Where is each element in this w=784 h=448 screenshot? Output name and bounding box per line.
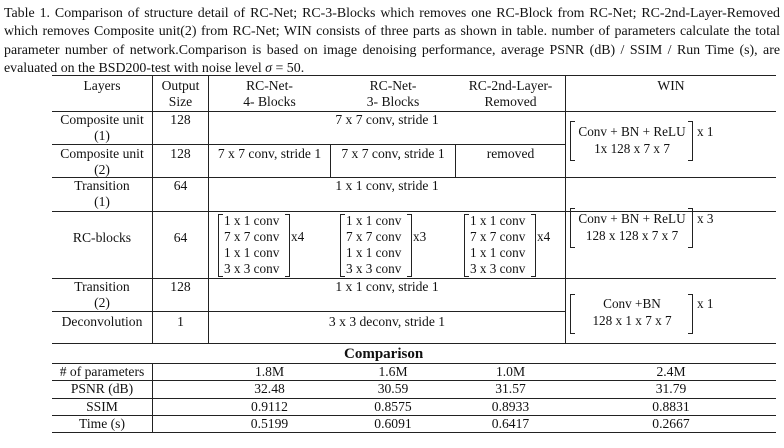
value-win: 2.4M [656, 364, 686, 379]
rc-line-4: 3 x 3 conv [470, 261, 526, 276]
rcnet-multiplier: x4 [291, 229, 305, 244]
header-rcnet-3-blocks: RC-Net- 3- Blocks [366, 78, 420, 109]
rc-line-2: 7 x 7 conv [224, 229, 280, 244]
row-transition-2-size: 128 [170, 279, 191, 294]
row-transition-2-value: 1 x 1 conv, stride 1 [335, 279, 439, 294]
win-block-3-line-1: Conv +BN [603, 296, 661, 311]
row-transition-1-value: 1 x 1 conv, stride 1 [335, 178, 439, 193]
value-rcnet: 0.9112 [251, 399, 288, 414]
rc3-multiplier: x3 [413, 229, 427, 244]
win-block-2-multiplier: x 3 [697, 211, 714, 226]
right-bracket [407, 214, 412, 277]
row-deconvolution-value: 3 x 3 deconv, stride 1 [328, 314, 446, 329]
value-rc2nd: 1.0M [495, 364, 526, 379]
value-win: 0.8831 [652, 399, 690, 414]
win-block-3-multiplier: x 1 [697, 296, 714, 311]
rc-line-3: 1 x 1 conv [346, 245, 402, 260]
comparison-title: Comparison [344, 346, 424, 362]
rc-line-4: 3 x 3 conv [346, 261, 402, 276]
rc-line-1: 1 x 1 conv [346, 213, 402, 228]
rc-line-2: 7 x 7 conv [346, 229, 402, 244]
value-rcnet: 32.48 [254, 381, 285, 396]
row-composite-unit-2-rc2nd: removed [486, 146, 535, 161]
right-bracket [285, 214, 290, 277]
value-win: 31.79 [655, 381, 687, 396]
row-label: SSIM [86, 399, 118, 414]
row-composite-unit-1-value: 7 x 7 conv, stride 1 [335, 112, 439, 127]
row-transition-2-label: Transition (2) [74, 279, 130, 310]
row-label: PSNR (dB) [70, 381, 134, 396]
row-transition-1-label: Transition (1) [74, 178, 130, 209]
left-bracket [218, 214, 223, 277]
win-block-2-line-2: 128 x 128 x 7 x 7 [585, 228, 679, 243]
row-composite-unit-2-label: Composite unit (2) [60, 146, 144, 177]
row-label: Time (s) [79, 416, 125, 431]
row-composite-unit-2-rc3: 7 x 7 conv, stride 1 [341, 146, 445, 161]
row-label: # of parameters [59, 364, 145, 379]
value-rc3: 30.59 [377, 381, 409, 396]
value-rcnet: 1.8M [254, 364, 285, 379]
left-bracket [340, 214, 345, 277]
row-composite-unit-1-size: 128 [170, 112, 191, 127]
row-deconvolution-size: 1 [177, 314, 184, 329]
left-bracket [464, 214, 469, 277]
rc-line-3: 1 x 1 conv [470, 245, 526, 260]
header-layers: Layers [83, 78, 121, 93]
row-rc-blocks-size: 64 [173, 230, 188, 245]
value-win: 0.2667 [652, 416, 690, 431]
header-rcnet-4-blocks: RC-Net- 4- Blocks [243, 78, 296, 109]
rc-line-4: 3 x 3 conv [224, 261, 280, 276]
rc-line-2: 7 x 7 conv [470, 229, 526, 244]
row-rc-blocks-label: RC-blocks [72, 230, 132, 245]
rc-line-3: 1 x 1 conv [224, 245, 280, 260]
value-rc3: 1.6M [378, 364, 408, 379]
value-rc2nd: 0.8933 [491, 399, 530, 414]
win-block-1-line-2: 1x 128 x 7 x 7 [594, 141, 670, 156]
row-composite-unit-1-label: Composite unit (1) [60, 112, 144, 143]
win-block-1-multiplier: x 1 [697, 124, 714, 139]
rc-line-1: 1 x 1 conv [224, 213, 280, 228]
caption-text: Table 1. Comparison of structure detail of RC-Net; RC-3-Blocks which removes one RC-Block from RC-Net; RC-2nd-Layer-Removed which removes Composite unit(2) from RC-Net; WIN consists of three parts as shown in table. number of parameters calculate the total parameter number of network.Comparison is based on image denoising performance, average PSNR (dB) / SSIM / Run Time (s), are evaluated on the BSD200-test with noise level [4, 6, 780, 77]
row-transition-1-size: 64 [173, 178, 188, 193]
win-block-2-line-1: Conv + BN + ReLU [578, 211, 686, 226]
header-output-size: Output Size [161, 78, 200, 109]
table-caption [4, 5, 780, 79]
header-rc-2nd-layer-removed: RC-2nd-Layer- Removed [468, 78, 553, 109]
value-rc3: 0.8575 [374, 399, 412, 414]
rc2nd-multiplier: x4 [537, 229, 551, 244]
win-block-1-line-1: Conv + BN + ReLU [578, 124, 686, 139]
value-rc2nd: 31.57 [495, 381, 526, 396]
sigma-symbol: σ [265, 61, 273, 77]
value-rc2nd: 0.6417 [491, 416, 530, 431]
row-deconvolution-label: Deconvolution [61, 314, 143, 329]
header-win: WIN [657, 78, 685, 93]
row-composite-unit-2-rcnet: 7 x 7 conv, stride 1 [217, 146, 322, 161]
row-composite-unit-2-size: 128 [170, 146, 191, 161]
right-bracket [531, 214, 536, 277]
value-rcnet: 0.5199 [250, 416, 289, 431]
rc-line-1: 1 x 1 conv [470, 213, 526, 228]
caption-end: = 50. [272, 61, 305, 77]
value-rc3: 0.6091 [374, 416, 412, 431]
win-block-3-line-2: 128 x 1 x 7 x 7 [592, 313, 672, 328]
